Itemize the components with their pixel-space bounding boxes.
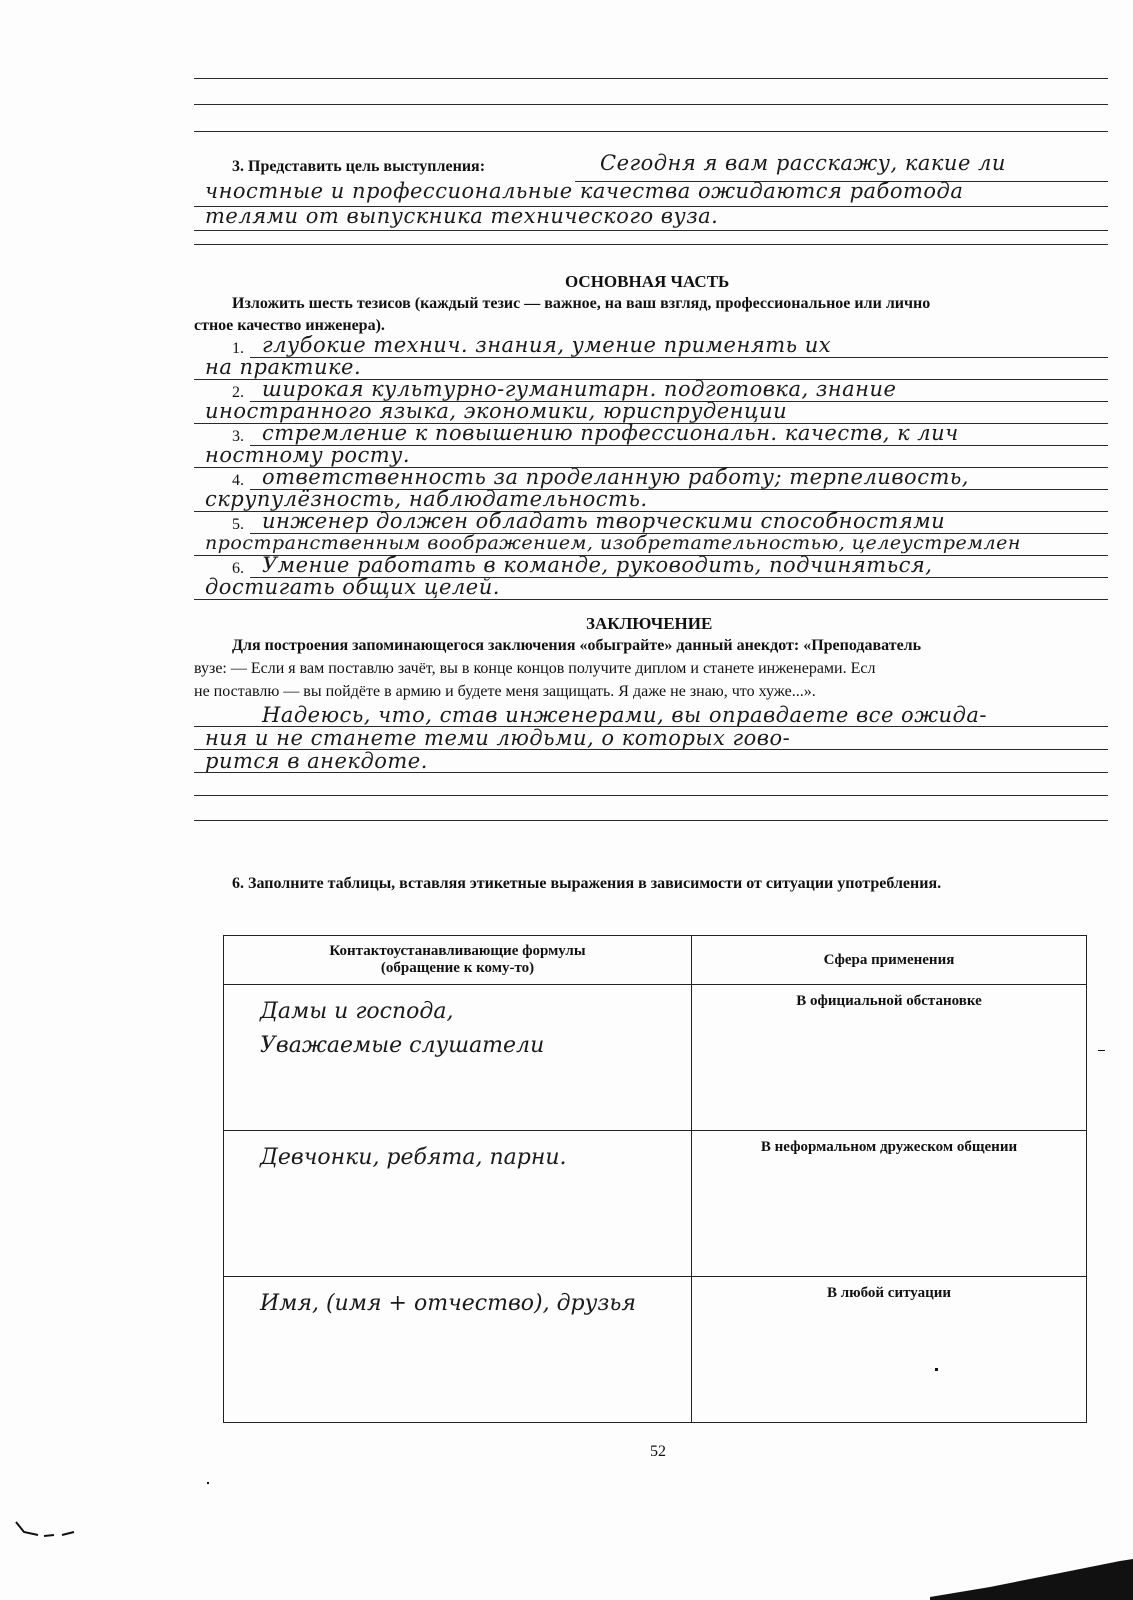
conclusion-answer-line3: рится в анекдоте. bbox=[205, 749, 428, 773]
table-row bbox=[224, 1277, 1087, 1423]
section3-answer-line2: чностные и профессиональные качества ожидаются работода bbox=[205, 179, 964, 203]
formula-cell bbox=[224, 1131, 692, 1277]
thesis-number: 3. bbox=[232, 428, 244, 445]
main-part-instruction-cont: стное качество инженера). bbox=[194, 317, 385, 334]
conclusion-heading: ЗАКЛЮЧЕНИЕ bbox=[586, 614, 713, 633]
thesis-1-line2: на практике. bbox=[205, 355, 362, 379]
answer-line bbox=[194, 772, 1108, 773]
blank-line bbox=[194, 795, 1108, 796]
thesis-5-line2: пространственным воображением, изобретательностью, целеустремлен bbox=[205, 532, 1021, 554]
page-number: 52 bbox=[650, 1443, 666, 1460]
thesis-4-line2: скрупулёзность, наблюдательность. bbox=[205, 487, 648, 511]
answer-line bbox=[250, 357, 1108, 358]
blank-line bbox=[194, 78, 1108, 79]
section3-prompt: 3. Представить цель выступления: bbox=[232, 158, 486, 175]
column-header-formulas-line2: (обращение к кому-то) bbox=[380, 960, 535, 976]
conclusion-anecdote-cont: не поставлю — вы пойдёте в армию и будете меня защищать. Я даже не знаю, что хуже...». bbox=[194, 683, 816, 700]
table-row bbox=[224, 985, 1087, 1131]
thesis-number: 4. bbox=[232, 472, 244, 489]
main-part-heading: ОСНОВНАЯ ЧАСТЬ bbox=[565, 272, 730, 291]
column-header-formulas-line1: Контактоустанавливающие формулы bbox=[329, 943, 586, 959]
blank-line bbox=[194, 104, 1108, 105]
column-header-formulas bbox=[224, 936, 692, 985]
thesis-3-line2: ностному росту. bbox=[205, 443, 411, 467]
scan-artifact bbox=[14, 1520, 84, 1540]
section3-answer-line3: телями от выпускника технического вуза. bbox=[205, 204, 719, 228]
formula-cell bbox=[224, 985, 692, 1131]
thesis-1-line1: глубокие технич. знания, умение применять их bbox=[262, 333, 832, 357]
answer-line bbox=[194, 230, 1108, 231]
thesis-6-line1: Умение работать в команде, руководить, подчиняться, bbox=[262, 553, 933, 577]
formula-cell bbox=[224, 1277, 692, 1423]
conclusion-anecdote: вузе: — Если я вам поставлю зачёт, вы в конце концов получите диплом и станете инженерами. Есл bbox=[194, 660, 876, 677]
sphere-cell: В официальной обстановке bbox=[692, 985, 1087, 1131]
answer-line bbox=[194, 599, 1108, 600]
blank-line bbox=[194, 244, 1108, 245]
conclusion-answer-line1: Надеюсь, что, став инженерами, вы оправдаете все ожида- bbox=[262, 703, 988, 727]
thesis-number: 5. bbox=[232, 516, 244, 533]
thesis-3-line1: стремление к повышению профессиональн. качеств, к лич bbox=[262, 421, 959, 445]
thesis-number: 1. bbox=[232, 340, 244, 357]
section3-answer-line1: Сегодня я вам расскажу, какие ли bbox=[600, 151, 1006, 175]
thesis-5-line1: инженер должен обладать творческими способностями bbox=[262, 509, 946, 533]
column-header-sphere: Сфера применения bbox=[692, 936, 1087, 985]
conclusion-answer-line2: ния и не станете теми людьми, о которых гово- bbox=[205, 726, 791, 750]
blank-line bbox=[194, 131, 1108, 132]
thesis-number: 2. bbox=[232, 384, 244, 401]
sphere-cell: В неформальном дружеском общении bbox=[692, 1131, 1087, 1277]
scan-artifact bbox=[930, 1555, 1133, 1600]
formula-handwriting: Девчонки, ребята, парни. bbox=[260, 1145, 567, 1170]
thesis-2-line1: широкая культурно-гуманитарн. подготовка, знание bbox=[262, 377, 897, 401]
thesis-6-line2: достигать общих целей. bbox=[205, 575, 500, 599]
scan-dot bbox=[935, 1368, 938, 1371]
scan-dot bbox=[207, 1482, 209, 1484]
main-part-instruction: Изложить шесть тезисов (каждый тезис — важное, на ваш взгляд, профессиональное или лично bbox=[232, 295, 931, 312]
scan-dot bbox=[1098, 1050, 1105, 1051]
etiquette-table bbox=[223, 935, 1087, 1423]
formula-handwriting: Имя, (имя + отчество), друзья bbox=[260, 1291, 636, 1316]
table-row bbox=[224, 1131, 1087, 1277]
table-header-row bbox=[224, 936, 1087, 985]
thesis-4-line1: ответственность за проделанную работу; терпеливость, bbox=[262, 465, 969, 489]
task6-prompt: 6. Заполните таблицы, вставляя этикетные выражения в зависимости от ситуации употребления. bbox=[232, 875, 942, 892]
thesis-2-line2: иностранного языка, экономики, юриспруденции bbox=[205, 399, 788, 423]
blank-line bbox=[194, 820, 1108, 821]
thesis-number: 6. bbox=[232, 560, 244, 577]
conclusion-prompt: Для построения запоминающегося заключения «обыграйте» данный анекдот: «Преподаватель bbox=[232, 637, 922, 654]
formula-handwriting: Дамы и господа, Уважаемые слушатели bbox=[260, 999, 545, 1058]
sphere-cell: В любой ситуации bbox=[692, 1277, 1087, 1423]
